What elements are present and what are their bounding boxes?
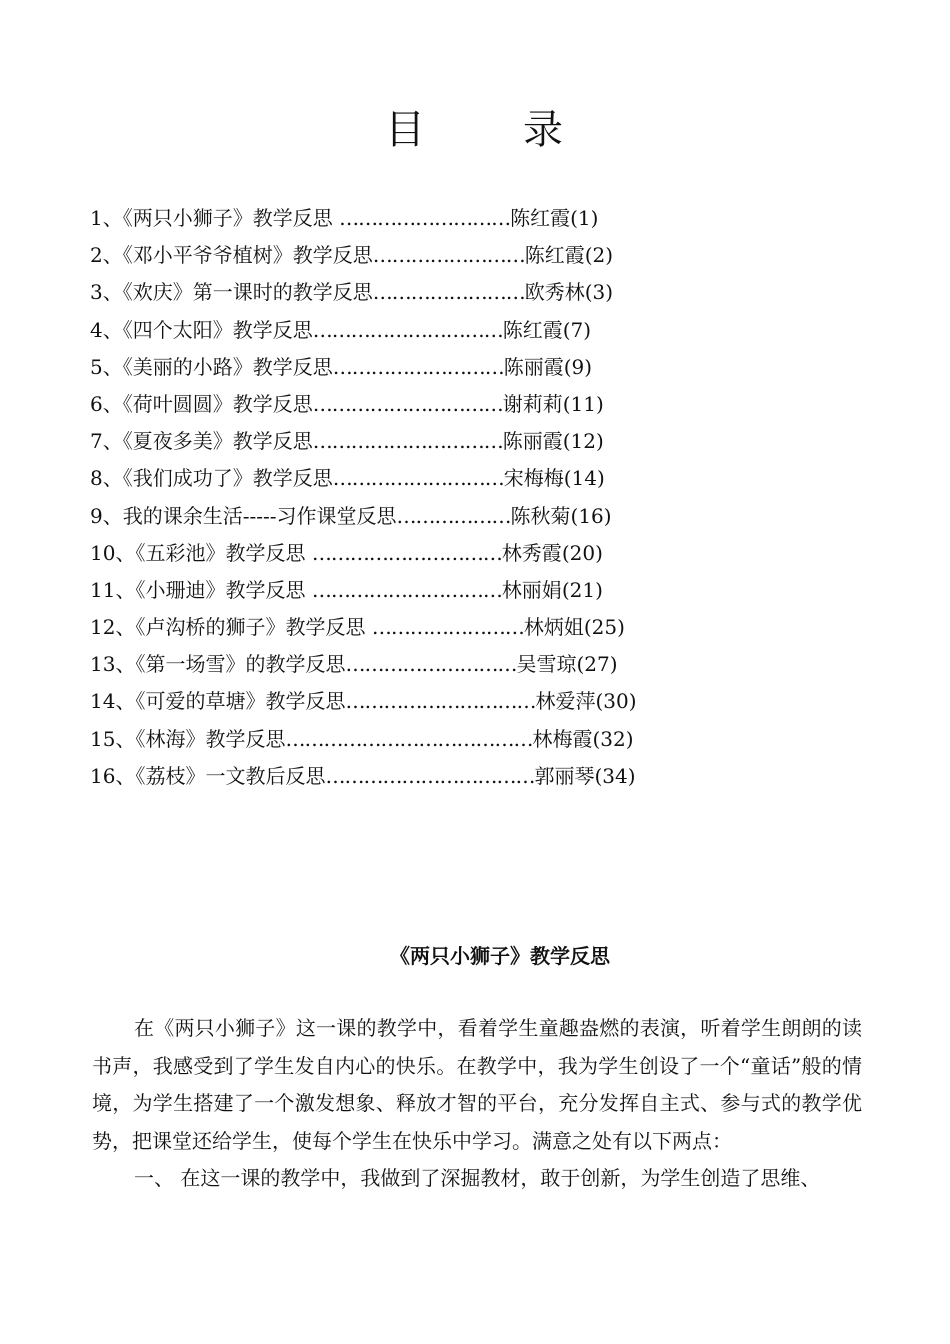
toc-entry-author: 林爱萍 (535, 689, 596, 714)
toc-entry-page: (27) (576, 652, 618, 677)
toc-leader-dots: ………………………… (312, 391, 503, 416)
toc-entry[interactable] (90, 312, 770, 349)
toc-entry[interactable] (90, 349, 770, 386)
toc-leader-dots: ………………………… (311, 577, 502, 602)
toc-entry[interactable] (90, 274, 770, 311)
toc-entry[interactable] (90, 237, 770, 274)
article-body (92, 1010, 862, 1198)
toc-leader-dots: ………………………… (312, 317, 503, 342)
toc-entry-label: 16、《荔枝》一文教后反思 (90, 763, 326, 788)
toc-entry-label: 10、《五彩池》教学反思 (90, 540, 312, 565)
toc-entry-label: 3、《欢庆》第一课时的教学反思 (90, 280, 373, 305)
toc-entry-label: 4、《四个太阳》教学反思 (90, 317, 313, 342)
toc-entry-page: (14) (563, 466, 605, 491)
toc-entry-label: 15、《林海》教学反思 (90, 726, 286, 751)
toc-leader-dots: ………………………… (312, 429, 503, 454)
toc-entry-page: (7) (562, 317, 592, 342)
table-of-contents (90, 200, 770, 795)
toc-entry-label: 9、我的课余生活-----习作课堂反思 (90, 503, 397, 528)
toc-entry-page: (34) (594, 763, 636, 788)
toc-entry-label: 13、《第一场雪》的教学反思 (90, 652, 346, 677)
toc-entry-page: (30) (595, 689, 637, 714)
toc-leader-dots: …………………………… (325, 763, 535, 788)
toc-entry-author: 谢莉莉 (502, 391, 563, 416)
toc-entry-label: 7、《夏夜多美》教学反思 (90, 429, 313, 454)
toc-entry-page: (32) (592, 726, 634, 751)
toc-entry-author: 陈丽霞 (502, 429, 563, 454)
toc-entry-author: 陈红霞 (510, 206, 571, 230)
toc-entry-label: 1、《两只小狮子》教学反思 (90, 206, 340, 230)
toc-leader-dots: …………………… (372, 243, 525, 268)
toc-entry-page: (2) (584, 243, 614, 268)
toc-title-char-2: 录 (523, 107, 565, 153)
toc-entry[interactable] (90, 572, 770, 609)
toc-entry-label: 5、《美丽的小路》教学反思 (90, 354, 333, 379)
toc-entry-author: 林秀霞 (501, 540, 562, 565)
toc-entry-page: (20) (561, 540, 603, 565)
toc-leader-dots: ………………………………… (285, 726, 533, 751)
toc-entry-label: 2、《邓小平爷爷植树》教学反思 (90, 243, 373, 268)
toc-leader-dots: ………………………… (311, 540, 502, 565)
toc-entry[interactable] (90, 758, 770, 795)
toc-entry-author: 林丽娟 (501, 577, 562, 602)
toc-entry-label: 14、《可爱的草塘》教学反思 (90, 689, 346, 714)
toc-entry-page: (12) (562, 429, 604, 454)
toc-entry-page: (9) (563, 354, 593, 379)
toc-entry-label: 8、《我们成功了》教学反思 (90, 466, 333, 491)
toc-leader-dots: ……………… (396, 503, 511, 528)
toc-title-char-1: 目 (385, 107, 427, 153)
toc-entry-label: 6、《荷叶圆圆》教学反思 (90, 391, 313, 416)
toc-leader-dots: ……………………… (345, 652, 517, 677)
toc-leader-dots: ……………………… (339, 206, 511, 230)
toc-leader-dots: ……………………… (332, 354, 504, 379)
toc-leader-dots: …………………… (372, 280, 525, 305)
toc-entry-page: (16) (570, 503, 612, 528)
toc-entry-page: (25) (583, 615, 625, 640)
toc-entry-label: 12、《卢沟桥的狮子》教学反思 (90, 615, 372, 640)
toc-entry[interactable] (90, 460, 770, 497)
toc-leader-dots: …………………… (371, 615, 524, 640)
toc-entry-page: (3) (584, 280, 614, 305)
toc-entry-author: 陈红霞 (502, 317, 563, 342)
toc-entry-page: (11) (562, 391, 604, 416)
toc-entry-author: 陈红霞 (524, 243, 585, 268)
toc-entry[interactable] (90, 721, 770, 758)
toc-entry[interactable] (90, 646, 770, 683)
toc-entry[interactable] (90, 535, 770, 572)
toc-title (0, 98, 950, 155)
toc-entry-author: 陈丽霞 (503, 354, 564, 379)
toc-entry[interactable] (90, 683, 770, 720)
toc-entry-author: 郭丽琴 (534, 763, 595, 788)
toc-entry-author: 陈秋菊 (510, 503, 571, 528)
toc-entry[interactable] (90, 200, 770, 237)
toc-entry[interactable] (90, 423, 770, 460)
article-paragraph: 一、 在这一课的教学中，我做到了深掘教材，敢于创新，为学生创造了思维、 (134, 1166, 821, 1190)
toc-entry-author: 吴雪琼 (516, 652, 577, 677)
toc-entry-author: 林梅霞 (532, 726, 593, 751)
toc-entry[interactable] (90, 498, 770, 535)
toc-entry-author: 欧秀林 (524, 280, 585, 305)
article-title: 《两只小狮子》教学反思 (390, 944, 610, 968)
toc-entry-page: (1) (570, 206, 599, 230)
toc-entry-label: 11、《小珊迪》教学反思 (90, 577, 312, 602)
toc-leader-dots: ………………………… (345, 689, 536, 714)
toc-entry-author: 林炳姐 (523, 615, 584, 640)
toc-entry-page: (21) (561, 577, 603, 602)
toc-entry[interactable] (90, 609, 770, 646)
toc-entry[interactable] (90, 386, 770, 423)
article-paragraph: 在《两只小狮子》这一课的教学中，看着学生童趣盎燃的表演，听着学生朗朗的读书声，我感受到了学生发自内心的快乐。在教学中，我为学生创设了一个“童话”般的情境，为学生搭建了一个激发想象、释放才智的平台，充分发挥自主式、参与式的教学优势，把课堂还给学生，使每个学生在快乐中学习。满意之处有以下两点： (92, 1016, 862, 1153)
toc-leader-dots: ……………………… (332, 466, 504, 491)
toc-entry-author: 宋梅梅 (503, 466, 564, 491)
